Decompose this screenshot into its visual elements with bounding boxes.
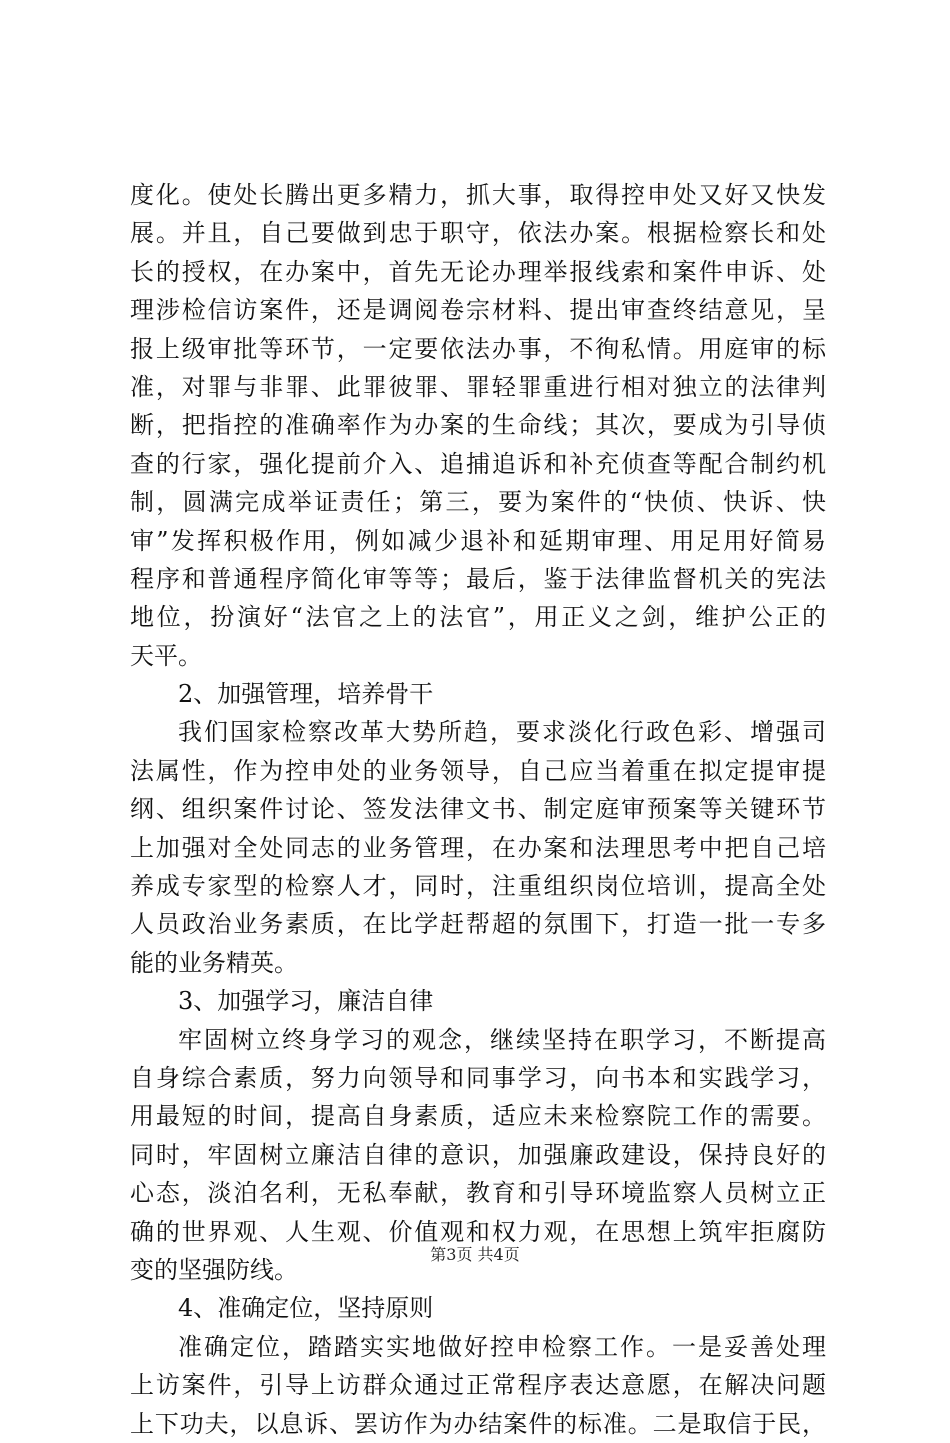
paragraph-last-line: 能的业务精英。 (130, 948, 298, 977)
paragraph-last-line: 变的坚强防线。 (130, 1255, 298, 1284)
text-line: 长的授权，在办案中，首先无论办理举报线索和案件申诉、处 (130, 257, 826, 286)
text-line: 上访案件，引导上访群众通过正常程序表达意愿，在解决问题 (130, 1371, 826, 1400)
text-line: 法属性，作为控申处的业务领导，自己应当着重在拟定提审提 (130, 756, 826, 785)
text-line: 断，把指控的准确率作为办案的生命线；其次，要成为引导侦 (130, 411, 826, 440)
paragraph-first-line: 牢固树立终身学习的观念，继续坚持在职学习，不断提高 (178, 1025, 826, 1054)
text-line: 展。并且，自己要做到忠于职守，依法办案。根据检察长和处 (130, 219, 826, 248)
text-line: 人员政治业务素质，在比学赶帮超的氛围下，打造一批一专多 (130, 910, 826, 939)
text-line: 制，圆满完成举证责任；第三，要为案件的“快侦、快诉、快 (130, 488, 826, 517)
text-line: 确的世界观、人生观、价值观和权力观，在思想上筑牢拒腐防 (130, 1217, 826, 1246)
text-line: 上下功夫，以息诉、罢访作为办结案件的标准。二是取信于民， (130, 1409, 826, 1438)
text-line: 审”发挥积极作用，例如减少退补和延期审理、用足用好简易 (130, 526, 826, 555)
text-line: 养成专家型的检察人才，同时，注重组织岗位培训，提高全处 (130, 872, 826, 901)
text-line: 程序和普通程序简化审等等；最后，鉴于法律监督机关的宪法 (130, 564, 826, 593)
text-line: 同时，牢固树立廉洁自律的意识，加强廉政建设，保持良好的 (130, 1140, 826, 1169)
paragraph-first-line: 准确定位，踏踏实实地做好控申检察工作。一是妥善处理 (178, 1332, 826, 1361)
text-line: 纲、组织案件讨论、签发法律文书、制定庭审预案等关键环节 (130, 795, 826, 824)
section-heading: 2、加强管理，培养骨干 (178, 680, 434, 709)
text-line: 上加强对全处同志的业务管理，在办案和法理思考中把自己培 (130, 833, 826, 862)
text-line: 理涉检信访案件，还是调阅卷宗材料、提出审查终结意见，呈 (130, 296, 826, 325)
text-line: 度化。使处长腾出更多精力，抓大事，取得控申处又好又快发 (130, 181, 826, 209)
page-footer: 第3页 共4页 (430, 1245, 520, 1264)
text-line: 报上级审批等环节，一定要依法办事，不徇私情。用庭审的标 (130, 334, 826, 363)
section-heading: 4、准确定位，坚持原则 (178, 1294, 434, 1323)
section-heading: 3、加强学习，廉洁自律 (178, 987, 434, 1016)
text-line: 地位，扮演好“法官之上的法官”，用正义之剑，维护公正的 (130, 603, 826, 632)
text-line: 查的行家，强化提前介入、追捕追诉和补充侦查等配合制约机 (130, 449, 826, 478)
text-line: 准，对罪与非罪、此罪彼罪、罪轻罪重进行相对独立的法律判 (130, 372, 826, 401)
text-line: 自身综合素质，努力向领导和同事学习，向书本和实践学习， (130, 1063, 826, 1092)
text-line: 用最短的时间，提高自身素质，适应未来检察院工作的需要。 (130, 1102, 826, 1131)
paragraph-first-line: 我们国家检察改革大势所趋，要求淡化行政色彩、增强司 (178, 718, 826, 747)
text-line: 心态，淡泊名利，无私奉献，教育和引导环境监察人员树立正 (130, 1179, 826, 1208)
paragraph-last-line: 天平。 (130, 641, 202, 670)
